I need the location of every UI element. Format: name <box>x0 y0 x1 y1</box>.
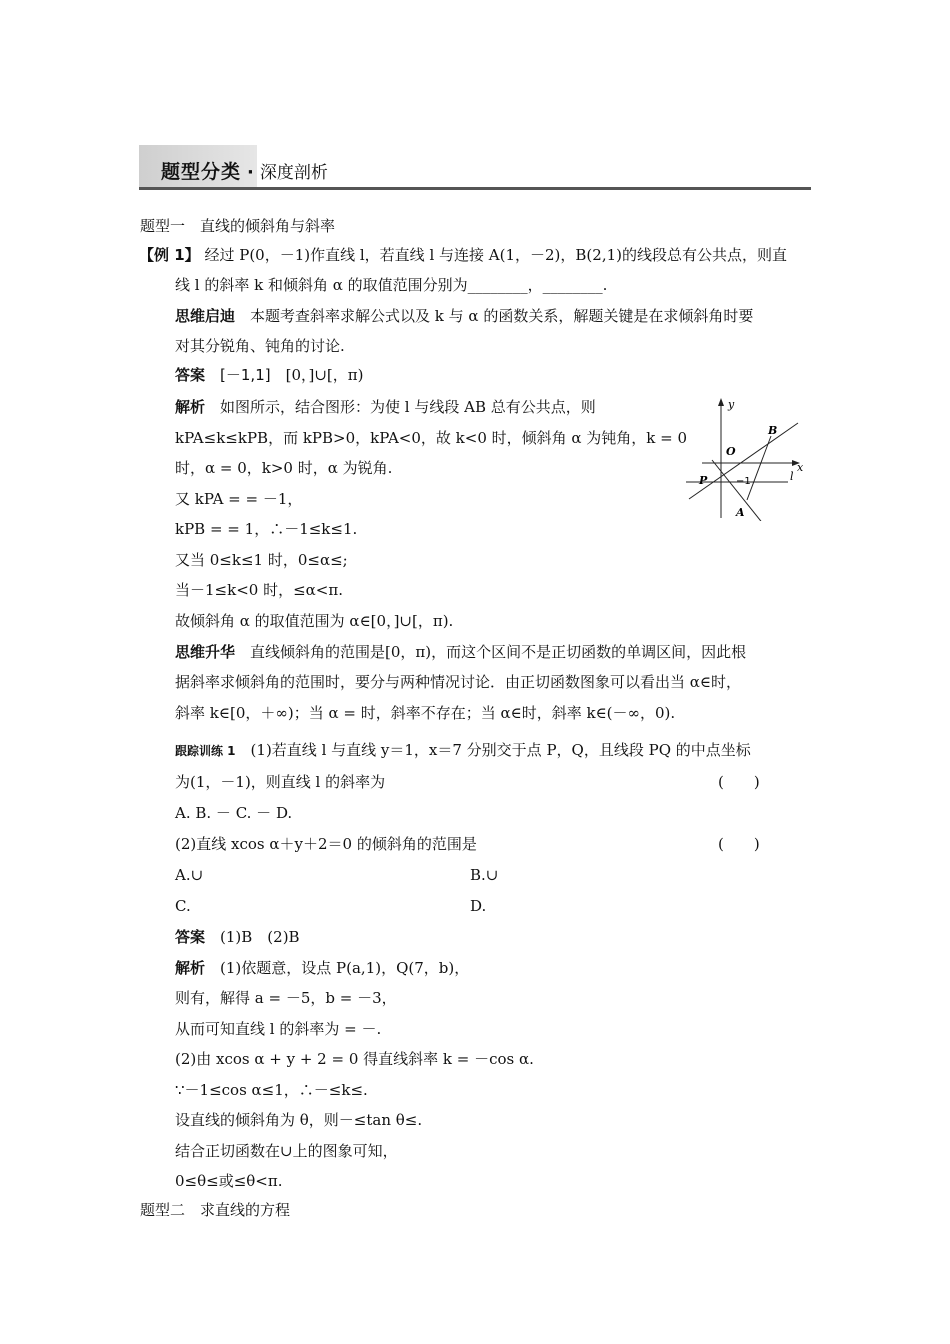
practice1-q2-line1: (2)直线 xcos α＋y＋2＝0 的倾斜角的范围是 <box>175 835 477 853</box>
label-P: P <box>699 474 708 487</box>
analysis2-line7: 结合正切函数在∪上的图象可知， <box>175 1142 398 1160</box>
analysis2-line3: 从而可知直线 l 的斜率为 = －. <box>175 1020 382 1038</box>
analysis1-text1: 如图所示，结合图形：为使 l 与线段 AB 总有公共点，则 <box>220 398 596 416</box>
q2-option-A: A.∪ <box>175 866 204 884</box>
analysis1-label: 解析 <box>175 398 206 416</box>
analysis2-line1 <box>175 958 469 978</box>
label-y: y <box>728 398 735 411</box>
analysis2-label: 解析 <box>175 959 206 977</box>
analysis1-line2: kPA≤k≤kPB，而 kPB>0，kPA<0，故 k<0 时，倾斜角 α 为钝角，k = 0 <box>175 429 688 447</box>
analysis1-line1 <box>175 397 596 417</box>
slope-figure <box>684 396 812 521</box>
example1-text1: 经过 P(0，－1)作直线 l，若直线 l 与连接 A(1，－2)，B(2,1)的线段总有公共点，则直 <box>204 246 787 264</box>
q2-answer-paren: ( ) <box>718 835 760 853</box>
label-O: O <box>726 445 736 458</box>
analysis1-line7: 当－1≤k<0 时，≤α<π. <box>175 581 343 599</box>
answer1-rest: [0，]∪[，π) <box>285 366 364 384</box>
q2-option-B: B.∪ <box>470 866 499 884</box>
analysis2-line2: 则有，解得 a = －5，b = －3， <box>175 989 397 1007</box>
sublimation-line1 <box>175 642 746 662</box>
answer2-label: 答案 <box>175 928 206 946</box>
analysis2-line4: (2)由 xcos α + y + 2 = 0 得直线斜率 k = －cos α. <box>175 1050 534 1068</box>
section1-title: 题型一 直线的倾斜角与斜率 <box>140 217 336 235</box>
answer1-bold: [－1,1] <box>220 366 271 384</box>
analysis2-line5: ∵－1≤cos α≤1，∴－≤k≤. <box>175 1081 368 1099</box>
header-dot: · <box>247 162 254 183</box>
example1-line1 <box>139 245 787 265</box>
hint-label: 思维启迪 <box>175 307 236 325</box>
analysis1-line6: 又当 0≤k≤1 时，0≤α≤; <box>175 551 348 569</box>
label-A: A <box>736 506 745 519</box>
analysis2-line8: 0≤θ≤或≤θ<π. <box>175 1172 283 1190</box>
example1-line2: 线 l 的斜率 k 和倾斜角 α 的取值范围分别为________，________. <box>175 276 608 294</box>
example1-tag: 【例 1】 <box>139 246 200 264</box>
header-title: 题型分类 <box>161 161 242 183</box>
hint-line2: 对其分锐角、钝角的讨论. <box>175 337 345 355</box>
label-l: l <box>790 470 794 483</box>
label-B: B <box>768 424 778 437</box>
sublimation-line3: 斜率 k∈[0，＋∞)；当 α = 时，斜率不存在；当 α∈时，斜率 k∈(－∞，0). <box>175 704 676 722</box>
header-rule <box>139 187 811 190</box>
practice1-line1 <box>175 740 751 761</box>
analysis2-text1: (1)依题意，设点 P(a,1)，Q(7，b)， <box>220 959 470 977</box>
q2-option-D: D. <box>470 897 487 915</box>
answer1-label: 答案 <box>175 366 206 384</box>
practice1-q1-line2: 为(1，－1)，则直线 l 的斜率为 <box>175 773 386 791</box>
section2-title: 题型二 求直线的方程 <box>140 1201 291 1219</box>
line-PB <box>689 423 798 499</box>
analysis2-line6: 设直线的倾斜角为 θ，则－≤tan θ≤. <box>175 1111 423 1129</box>
practice1-q1-options: A. B. － C. － D. <box>175 804 293 822</box>
answer2-line <box>175 927 300 947</box>
practice1-label: 跟踪训练 1 <box>175 744 236 758</box>
label-x: x <box>797 461 804 474</box>
analysis1-line5: kPB = = 1，∴－1≤k≤1. <box>175 520 358 538</box>
hint-text1: 本题考查斜率求解公式以及 k 与 α 的函数关系，解题关键是在求倾斜角时要 <box>250 307 754 325</box>
analysis1-line4: 又 kPA = = －1， <box>175 490 303 508</box>
segment-AB <box>747 436 771 500</box>
analysis1-line3: 时，α = 0，k>0 时，α 为锐角. <box>175 459 393 477</box>
answer2-text: (1)B (2)B <box>220 928 300 946</box>
sublimation-label: 思维升华 <box>175 643 236 661</box>
answer1-line <box>175 365 364 385</box>
sublimation-line2: 据斜率求倾斜角的范围时，要分与两种情况讨论．由正切函数图象可以看出当 α∈时， <box>175 673 742 691</box>
practice1-q1-line1: (1)若直线 l 与直线 y＝1，x＝7 分别交于点 P，Q，且线段 PQ 的中点坐标 <box>250 741 751 759</box>
analysis1-line8: 故倾斜角 α 的取值范围为 α∈[0，]∪[，π). <box>175 612 454 630</box>
label-neg1: −1 <box>736 476 751 487</box>
header-text <box>161 157 328 184</box>
q1-answer-paren: ( ) <box>718 773 760 791</box>
hint-line1 <box>175 306 753 326</box>
header-subtitle: 深度剖析 <box>259 163 328 183</box>
sublimation-text1: 直线倾斜角的范围是[0，π)，而这个区间不是正切函数的单调区间，因此根 <box>250 643 747 661</box>
y-axis-arrow <box>718 398 724 406</box>
q2-option-C: C. <box>175 897 191 915</box>
section-header <box>139 145 811 189</box>
